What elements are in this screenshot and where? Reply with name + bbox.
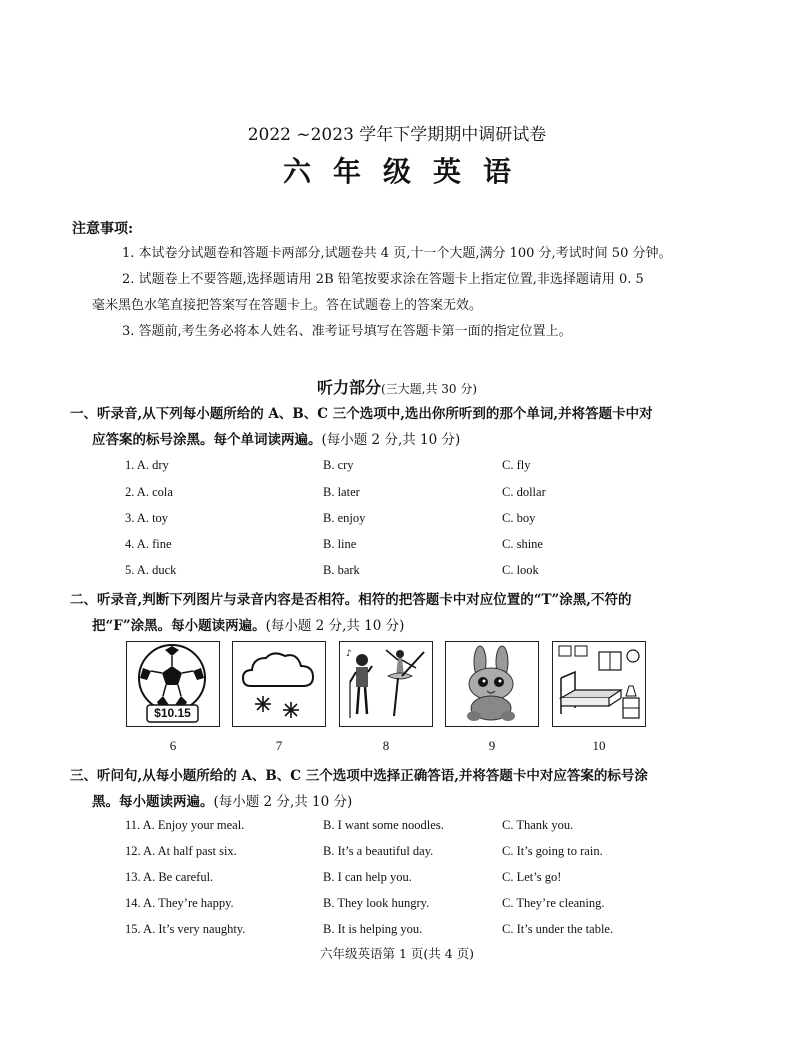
picture-snowy-cloud	[232, 641, 326, 727]
part2-score-note: (每小题 2 分,共 10 分)	[265, 618, 405, 634]
picture-number-8: 8	[382, 738, 390, 753]
part3-instruction-text: 三、听问句,从每小题所给的 A、B、C 三个选项中选择正确答语,并将答题卡中对应答案的标号涂	[70, 768, 648, 784]
q5-option-b: B. bark	[323, 563, 360, 577]
q4-option-b: B. line	[323, 537, 357, 551]
snow-cloud-icon	[233, 642, 324, 725]
section-subtitle: (三大题,共 30 分)	[380, 382, 478, 396]
svg-text:♪: ♪	[346, 649, 352, 659]
bedroom-icon	[553, 642, 644, 725]
exam-title: 2022 ~2023 学年下学期期中调研试卷	[247, 125, 547, 145]
part3-instruction-line1	[70, 766, 648, 786]
part1-instruction-text: 一、听录音,从下列每小题所给的 A、B、C 三个选项中,选出你所听到的那个单词,并将答题卡中对	[70, 406, 653, 422]
q4-option-a: 4. A. fine	[125, 537, 172, 551]
q11-option-c: C. Thank you.	[502, 818, 574, 832]
q2-option-a: 2. A. cola	[125, 485, 173, 499]
part3-instruction-line2	[92, 792, 352, 812]
picture-soccer-ball	[126, 641, 220, 727]
q14-option-b: B. They look hungry.	[323, 896, 430, 910]
notice-item-3: 3. 答题前,考生务必将本人姓名、准考证号填写在答题卡第一面的指定位置上。	[122, 324, 572, 339]
q15-option-c: C. It’s under the table.	[502, 922, 614, 936]
q1-option-b: B. cry	[323, 458, 354, 472]
q11-option-a: 11. A. Enjoy your meal.	[125, 818, 245, 832]
picture-singer-dancer	[339, 641, 433, 727]
rabbit-icon	[446, 642, 537, 725]
part1-score-note: (每小题 2 分,共 10 分)	[321, 432, 461, 448]
picture-number-6: 6	[169, 738, 177, 753]
part3-score-note: (每小题 2 分,共 10 分)	[213, 794, 353, 810]
picture-rabbit-toy	[445, 641, 539, 727]
page-footer: 六年级英语第 1 页(共 4 页)	[319, 946, 475, 961]
part1-instruction-bold: 应答案的标号涂黑。每个单词读两遍。	[92, 432, 322, 448]
picture-number-7: 7	[275, 738, 283, 753]
q12-option-c: C. It’s going to rain.	[502, 844, 603, 858]
part2-instruction-text: 二、听录音,判断下列图片与录音内容是否相符。相符的把答题卡中对应位置的“T”涂黑,不符的	[70, 592, 632, 608]
part2-instruction-bold: 把“F”涂黑。每小题读两遍。	[92, 618, 266, 634]
notice-heading: 注意事项:	[72, 221, 134, 237]
q3-option-b: B. enjoy	[323, 511, 366, 525]
picture-bedroom	[552, 641, 646, 727]
q15-option-b: B. It is helping you.	[323, 922, 423, 936]
q13-option-c: C. Let’s go!	[502, 870, 562, 884]
q2-option-b: B. later	[323, 485, 360, 499]
notice-item-1: 1. 本试卷分试题卷和答题卡两部分,试题卷共 4 页,十一个大题,满分 100 分,考试时间 50 分钟。	[122, 246, 672, 261]
q12-option-a: 12. A. At half past six.	[125, 844, 237, 858]
q1-option-a: 1. A. dry	[125, 458, 169, 472]
listening-section-title	[0, 375, 794, 398]
q4-option-c: C. shine	[502, 537, 543, 551]
part1-instruction-line1	[70, 404, 653, 424]
exam-subject: 六年级英语	[282, 155, 533, 188]
part1-instruction-line2	[92, 430, 460, 450]
q3-option-a: 3. A. toy	[125, 511, 169, 525]
q11-option-b: B. I want some noodles.	[323, 818, 444, 832]
notice-item-2-cont: 毫米黑色水笔直接把答案写在答题卡上。答在试题卷上的答案无效。	[92, 298, 483, 313]
performers-icon	[340, 642, 431, 725]
price-tag: $10.15	[154, 706, 191, 720]
q5-option-c: C. look	[502, 563, 539, 577]
part3-instruction-bold: 黑。每小题读两遍。	[92, 794, 214, 810]
picture-number-10: 10	[592, 738, 606, 753]
q3-option-c: C. boy	[502, 511, 536, 525]
notice-item-2: 2. 试题卷上不要答题,选择题请用 2B 铅笔按要求涂在答题卡上指定位置,非选择题请用 0. 5	[122, 272, 644, 287]
q13-option-a: 13. A. Be careful.	[125, 870, 214, 884]
q2-option-c: C. dollar	[502, 485, 546, 499]
q1-option-c: C. fly	[502, 458, 531, 472]
q14-option-a: 14. A. They’re happy.	[125, 896, 234, 910]
q13-option-b: B. I can help you.	[323, 870, 412, 884]
part2-instruction-line1	[70, 590, 631, 610]
part2-instruction-line2	[92, 616, 404, 636]
section-title-text: 听力部分	[316, 378, 381, 397]
q5-option-a: 5. A. duck	[125, 563, 177, 577]
q14-option-c: C. They’re cleaning.	[502, 896, 605, 910]
q15-option-a: 15. A. It’s very naughty.	[125, 922, 246, 936]
q12-option-b: B. It’s a beautiful day.	[323, 844, 434, 858]
picture-number-9: 9	[488, 738, 496, 753]
